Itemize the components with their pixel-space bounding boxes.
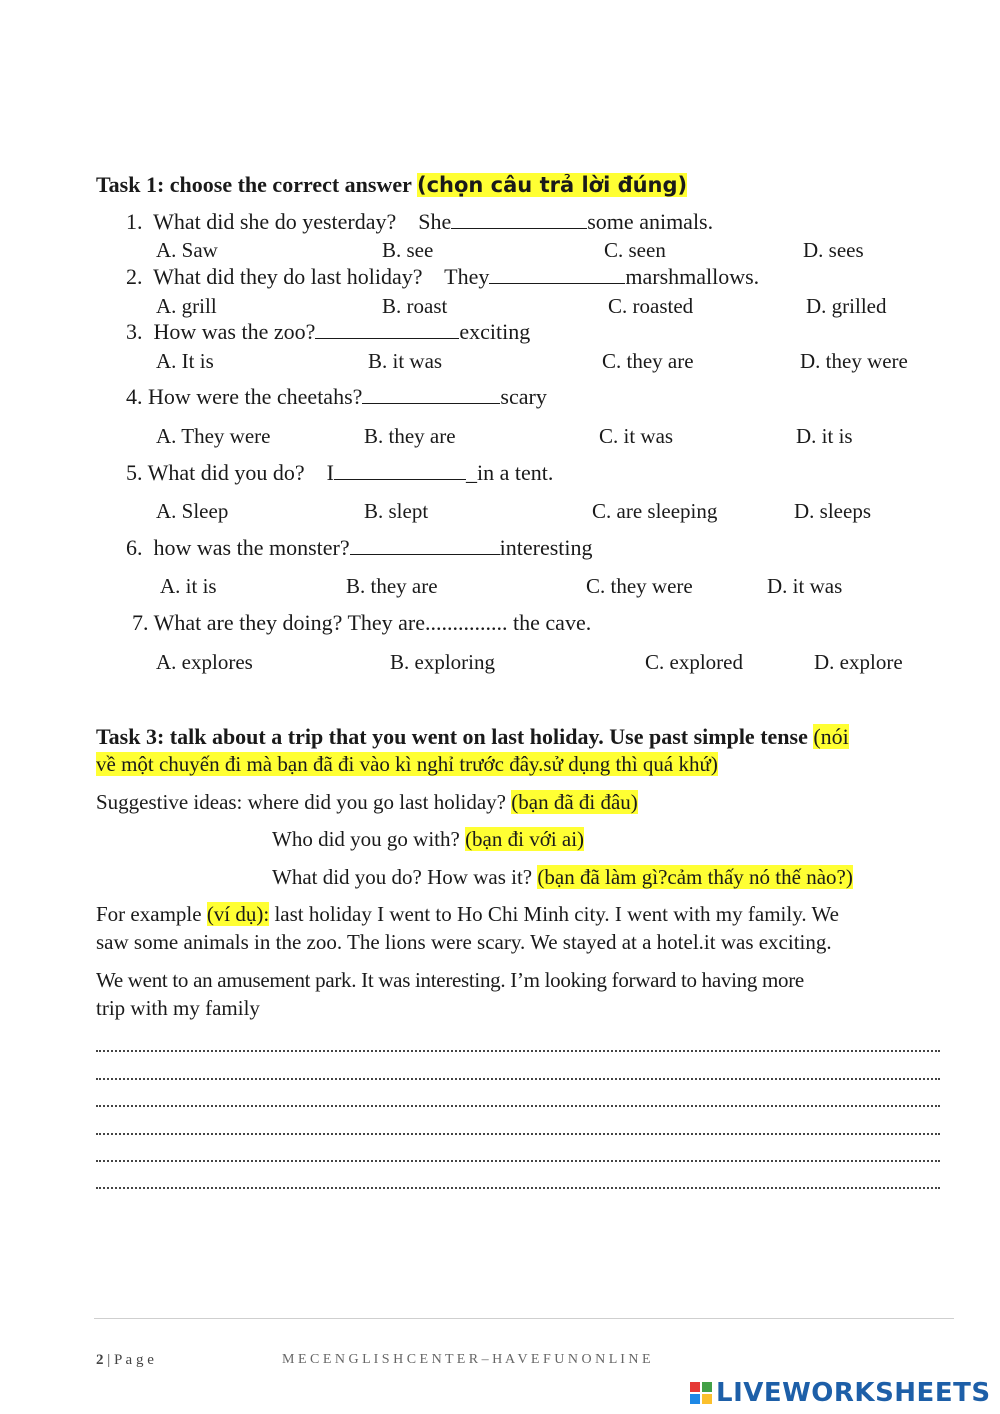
answer-blank[interactable]: ............... [425,610,508,635]
q1-option-c[interactable]: C. seen [604,238,666,262]
writing-line[interactable] [96,1183,940,1189]
q4-option-c[interactable]: C. it was [599,424,674,448]
q1-option-a[interactable]: A. Saw [156,238,218,262]
q4-option-b[interactable]: B. they are [364,424,456,448]
q7-option-c[interactable]: C. explored [645,650,743,674]
q3-option-d[interactable]: D. they were [800,349,908,373]
answer-blank[interactable] [362,385,500,404]
q2-option-b[interactable]: B. roast [382,294,448,318]
example-line-2: saw some animals in the zoo. The lions were scary. We stayed at a hotel.it was exciting. [96,930,832,954]
footer-divider [94,1318,954,1319]
q6-option-a[interactable]: A. it is [160,574,217,598]
idea-2: Who did you go with? (bạn đi với ai) [272,827,585,851]
q2-option-a[interactable]: A. grill [156,294,217,318]
writing-line[interactable] [96,1046,940,1052]
q6-option-d[interactable]: D. it was [767,574,843,598]
question-2: 2. What did they do last holiday? They marshmallows. [126,264,760,289]
writing-line[interactable] [96,1156,940,1162]
answer-blank[interactable] [489,265,625,284]
example-line-4: trip with my family [96,996,260,1020]
question-4: 4. How were the cheetahs? scary [126,384,547,409]
writing-line[interactable] [96,1101,940,1107]
liveworksheets-logo [690,1378,991,1408]
answer-blank[interactable] [334,461,466,480]
example-line-3: We went to an amusement park. It was interesting. I’m looking forward to having more [96,968,804,992]
question-5: 5. What did you do? I _in a tent. [126,460,554,485]
task3-heading-translation: (nói [813,724,849,749]
q5-option-c[interactable]: C. are sleeping [592,499,718,523]
q4-option-d[interactable]: D. it is [796,424,853,448]
q5-option-a[interactable]: A. Sleep [156,499,229,523]
q3-option-b[interactable]: B. it was [368,349,443,373]
q7-option-a[interactable]: A. explores [156,650,253,674]
q6-option-c[interactable]: C. they were [586,574,693,598]
q2-option-d[interactable]: D. grilled [806,294,887,318]
q3-option-c[interactable]: C. they are [602,349,694,373]
q1-option-b[interactable]: B. see [382,238,434,262]
answer-blank[interactable] [350,536,500,555]
example-line-1: For example (ví dụ): last holiday I went to Ho Chi Minh city. I went with my family. We [96,902,839,926]
q7-option-b[interactable]: B. exploring [390,650,495,674]
writing-line[interactable] [96,1129,940,1135]
q3-option-a[interactable]: A. It is [156,349,214,373]
q1-option-d[interactable]: D. sees [803,238,864,262]
q2-option-c[interactable]: C. roasted [608,294,694,318]
q5-option-d[interactable]: D. sleeps [794,499,871,523]
q7-option-d[interactable]: D. explore [814,650,903,674]
task3-heading: Task 3: talk about a trip that you went on last holiday. Use past simple tense (nói [96,724,849,749]
idea-3: What did you do? How was it? (bạn đã làm gì?cảm thấy nó thế nào?) [272,865,853,889]
question-3: 3. How was the zoo? exciting [126,319,531,344]
question-1: 1. What did she do yesterday? She some animals. [126,209,714,234]
question-7: 7. What are they doing? They are............... the cave. [132,610,592,635]
suggestive-ideas: Suggestive ideas: where did you go last holiday? (bạn đã đi đâu) [96,790,638,814]
answer-blank[interactable] [315,320,459,339]
brand-name: LIVEWORKSHEETS [716,1378,991,1408]
task1-heading-translation: (chọn câu trả lời đúng) [417,173,688,197]
question-6: 6. how was the monster? interesting [126,535,593,560]
task1-heading: Task 1: choose the correct answer (chọn câu trả lời đúng) [96,172,688,197]
page-number: 2 | P a g e [96,1352,154,1368]
task3-heading-translation-line2: về một chuyến đi mà bạn đã đi vào kì nghỉ trước đây.sử dụng thì quá khứ) [96,752,718,776]
q5-option-b[interactable]: B. slept [364,499,429,523]
logo-icon [690,1382,712,1404]
q6-option-b[interactable]: B. they are [346,574,438,598]
q4-option-a[interactable]: A. They were [156,424,271,448]
writing-line[interactable] [96,1074,940,1080]
footer-center-text: M E C E N G L I S H C E N T E R – H A V E F U N O N L I N E [282,1352,651,1367]
answer-blank[interactable] [451,210,587,229]
